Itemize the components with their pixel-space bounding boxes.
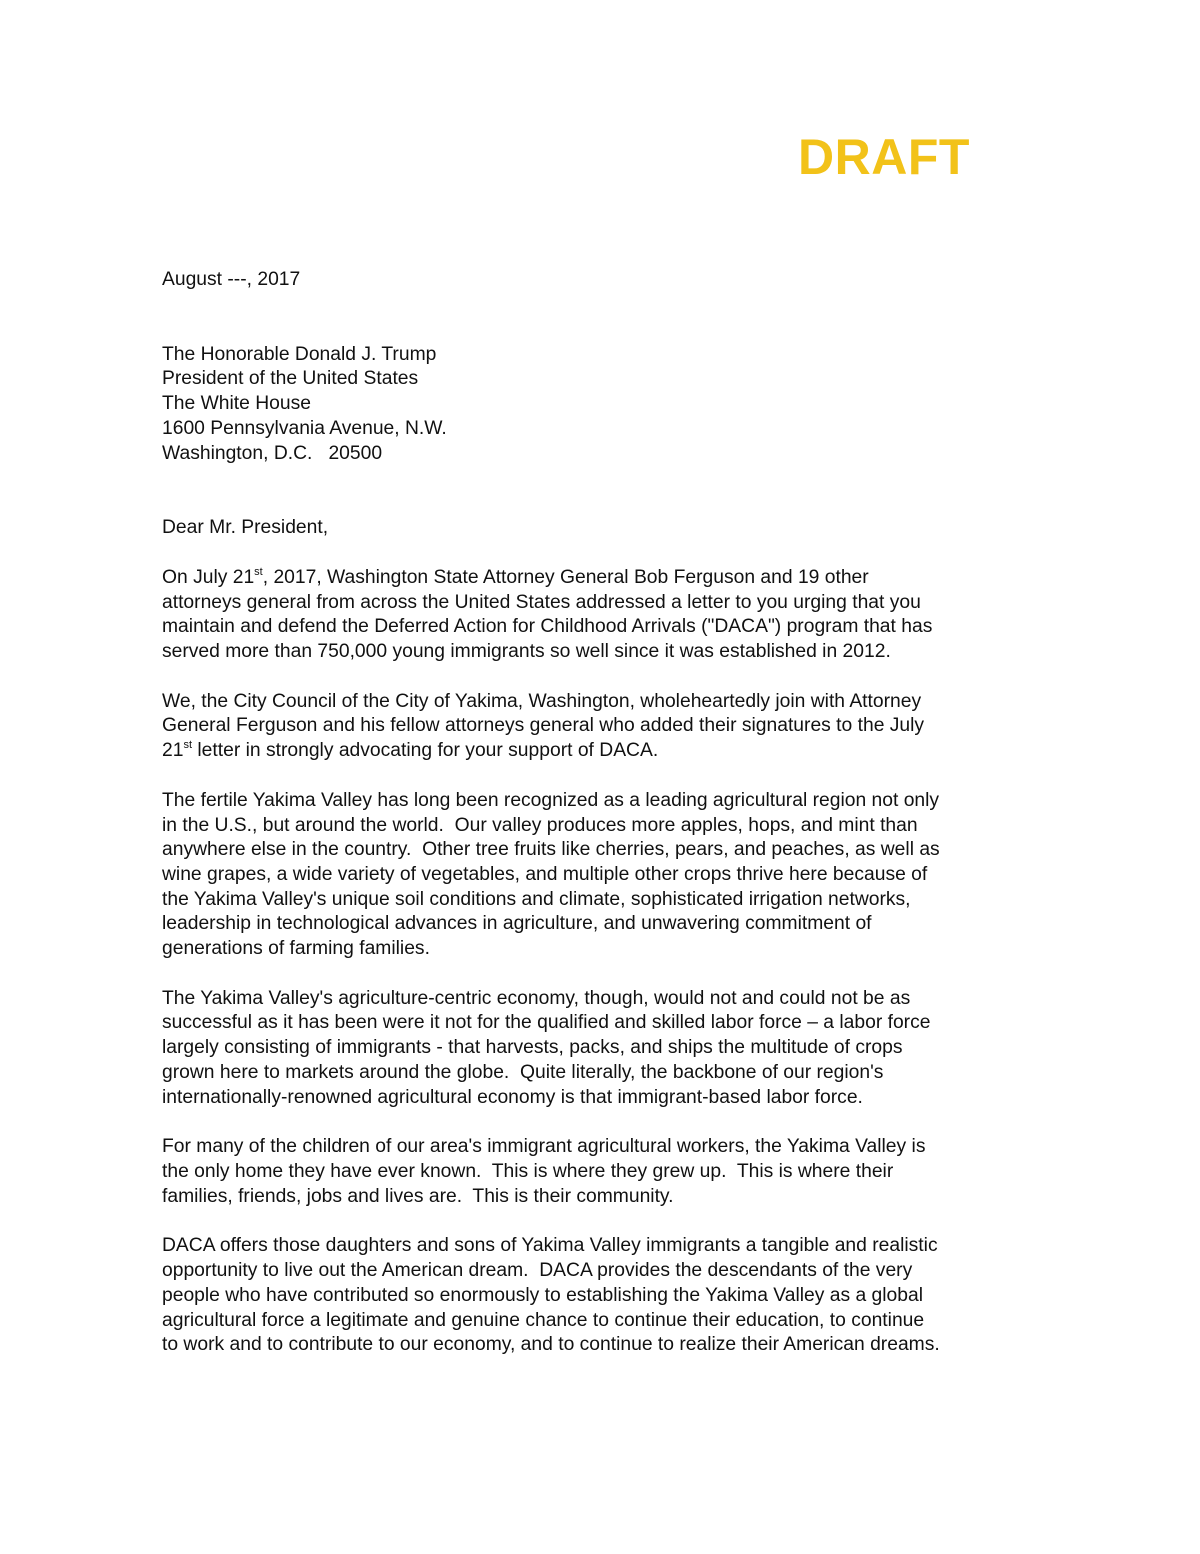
paragraph-line: For many of the children of our area's immigrant agricultural workers, the Yakima Valley is <box>162 1136 926 1158</box>
paragraph-line: leadership in technological advances in agriculture, and unwavering commitment of <box>162 913 872 935</box>
draft-watermark: DRAFT <box>798 129 970 185</box>
paragraph-1 <box>162 566 1062 665</box>
paragraph-line: the Yakima Valley's unique soil conditions and climate, sophisticated irrigation networks, <box>162 888 911 910</box>
paragraph-line: the only home they have ever known. This is where they grew up. This is where their <box>162 1160 894 1182</box>
recipient-address <box>162 343 1062 467</box>
paragraph-line: largely consisting of immigrants - that harvests, packs, and ships the multitude of crops <box>162 1037 903 1059</box>
superscript: st <box>183 738 193 751</box>
paragraph-line: anywhere else in the country. Other tree fruits like cherries, pears, and peaches, as well as <box>162 839 940 861</box>
paragraph-line: opportunity to live out the American dream. DACA provides the descendants of the very <box>162 1260 913 1282</box>
paragraph-line: people who have contributed so enormously to establishing the Yakima Valley as a global <box>162 1284 924 1306</box>
paragraph-line: in the U.S., but around the world. Our valley produces more apples, hops, and mint than <box>162 814 918 836</box>
letter-date: August ---, 2017 <box>162 269 301 290</box>
paragraph-3 <box>162 789 1062 962</box>
paragraph-line: to work and to contribute to our economy, and to continue to realize their American dreams. <box>162 1334 940 1356</box>
address-line: President of the United States <box>162 368 419 390</box>
paragraph-line: families, friends, jobs and lives are. This is their community. <box>162 1185 674 1207</box>
paragraph-line: General Ferguson and his fellow attorneys general who added their signatures to the July <box>162 715 925 737</box>
superscript: st <box>254 565 263 578</box>
paragraph-4 <box>162 987 1062 1111</box>
paragraph-line: generations of farming families. <box>162 938 430 960</box>
salutation: Dear Mr. President, <box>162 517 329 539</box>
paragraph-line: DACA offers those daughters and sons of Yakima Valley immigrants a tangible and realistic <box>162 1235 938 1257</box>
paragraph-5 <box>162 1135 1062 1209</box>
paragraph-line: served more than 750,000 young immigrants so well since it was established in 2012. <box>162 641 891 663</box>
address-line: 1600 Pennsylvania Avenue, N.W. <box>162 417 447 439</box>
paragraph-line <box>162 566 1062 591</box>
address-line: The Honorable Donald J. Trump <box>162 343 437 365</box>
paragraph-line: wine grapes, a wide variety of vegetables, and multiple other crops thrive here because of <box>162 863 928 885</box>
paragraph-line: agricultural force a legitimate and genuine chance to continue their education, to continue <box>162 1309 925 1331</box>
paragraph-line <box>162 739 1062 764</box>
paragraph-line: The Yakima Valley's agriculture-centric economy, though, would not and could not be as <box>162 987 911 1009</box>
text-run: On July 21 <box>162 566 255 588</box>
text-run: 21 <box>162 740 184 762</box>
paragraph-2 <box>162 690 1062 764</box>
paragraph-line: internationally-renowned agricultural economy is that immigrant-based labor force. <box>162 1086 863 1108</box>
text-run: , 2017, Washington State Attorney General Bob Ferguson and 19 other <box>262 566 869 588</box>
paragraph-line: successful as it has been were it not for the qualified and skilled labor force – a labor force <box>162 1012 931 1034</box>
paragraph-line: grown here to markets around the globe. Quite literally, the backbone of our region's <box>162 1061 884 1083</box>
address-line: Washington, D.C. 20500 <box>162 442 383 464</box>
address-line: The White House <box>162 393 311 415</box>
paragraph-line: maintain and defend the Deferred Action for Childhood Arrivals ("DACA") program that has <box>162 616 933 638</box>
letter-body <box>162 268 1062 1383</box>
paragraph-6 <box>162 1234 1062 1358</box>
paragraph-line: We, the City Council of the City of Yakima, Washington, wholeheartedly join with Attorney <box>162 690 922 712</box>
paragraph-line: The fertile Yakima Valley has long been recognized as a leading agricultural region not only <box>162 789 940 811</box>
text-run: letter in strongly advocating for your support of DACA. <box>192 740 659 762</box>
paragraph-line: attorneys general from across the United States addressed a letter to you urging that you <box>162 591 921 613</box>
